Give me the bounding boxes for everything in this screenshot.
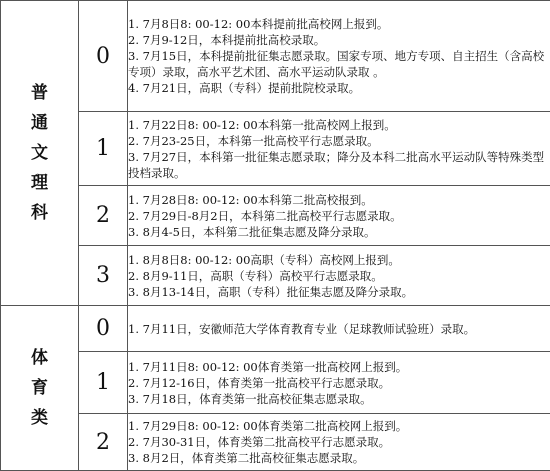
stage-number: 1 [79,352,128,414]
schedule-item: 2. 7月23-25日，本科第一批高校平行志愿录取。 [128,133,550,149]
category-label: 普通文理科 [31,78,49,228]
schedule-items-cell [128,306,550,352]
schedule-item: 1. 7月11日8: 00-12: 00体育类第一批高校网上报到。 [128,359,550,375]
schedule-items-cell [128,186,550,246]
stage-number: 2 [79,414,128,471]
schedule-item: 1. 7月28日8: 00-12: 00本科第二批高校报到。 [128,192,550,208]
schedule-item: 2. 7月29日-8月2日，本科第二批高校平行志愿录取。 [128,208,550,224]
schedule-row [1,186,550,246]
schedule-row [1,112,550,186]
schedule-items-cell [128,1,550,112]
schedule-row [1,1,550,112]
stage-number: 1 [79,112,128,186]
stage-number: 2 [79,186,128,246]
schedule-item: 1. 7月11日，安徽师范大学体育教育专业（足球教师试验班）录取。 [128,321,550,337]
schedule-row [1,306,550,352]
schedule-items-cell [128,414,550,471]
schedule-item: 3. 8月4-5日，本科第二批征集志愿及降分录取。 [128,224,550,240]
schedule-item: 2. 7月12-16日，体育类第一批高校平行志愿录取。 [128,375,550,391]
stage-number: 0 [79,1,128,112]
schedule-items-cell [128,352,550,414]
schedule-item: 3. 7月18日，体育类第一批高校征集志愿录取。 [128,391,550,407]
schedule-item: 1. 7月22日8: 00-12: 00本科第一批高校网上报到。 [128,117,550,133]
stage-number: 0 [79,306,128,352]
schedule-item: 3. 7月15日，本科提前批征集志愿录取。国家专项、地方专项、自主招生（含高校专项）录取，高水平艺术团、高水平运动队录取 。 [128,48,550,80]
category-label: 体育类 [31,343,49,433]
category-cell [1,306,79,471]
schedule-items-cell [128,112,550,186]
schedule-row [1,352,550,414]
schedule-item: 1. 7月8日8: 00-12: 00本科提前批高校网上报到。 [128,16,550,32]
schedule-item: 1. 7月29日8: 00-12: 00体育类第二批高校网上报到。 [128,418,550,434]
schedule-item: 2. 7月9-12日，本科提前批高校录取。 [128,32,550,48]
schedule-item: 3. 8月2日，体育类第二批高校征集志愿录取。 [128,450,550,466]
schedule-item: 3. 7月27日，本科第一批征集志愿录取；降分及本科二批高水平运动队等特殊类型投档录取。 [128,149,550,181]
schedule-item: 3. 8月13-14日，高职（专科）批征集志愿及降分录取。 [128,284,550,300]
schedule-item: 4. 7月21日，高职（专科）提前批院校录取。 [128,80,550,96]
category-cell [1,1,79,306]
schedule-row [1,414,550,471]
stage-number: 3 [79,246,128,306]
schedule-items-cell [128,246,550,306]
schedule-item: 1. 8月8日8: 00-12: 00高职（专科）高校网上报到。 [128,252,550,268]
schedule-row [1,246,550,306]
schedule-item: 2. 8月9-11日，高职（专科）高校平行志愿录取。 [128,268,550,284]
schedule-body [1,1,550,471]
schedule-item: 2. 7月30-31日，体育类第二批高校平行志愿录取。 [128,434,550,450]
